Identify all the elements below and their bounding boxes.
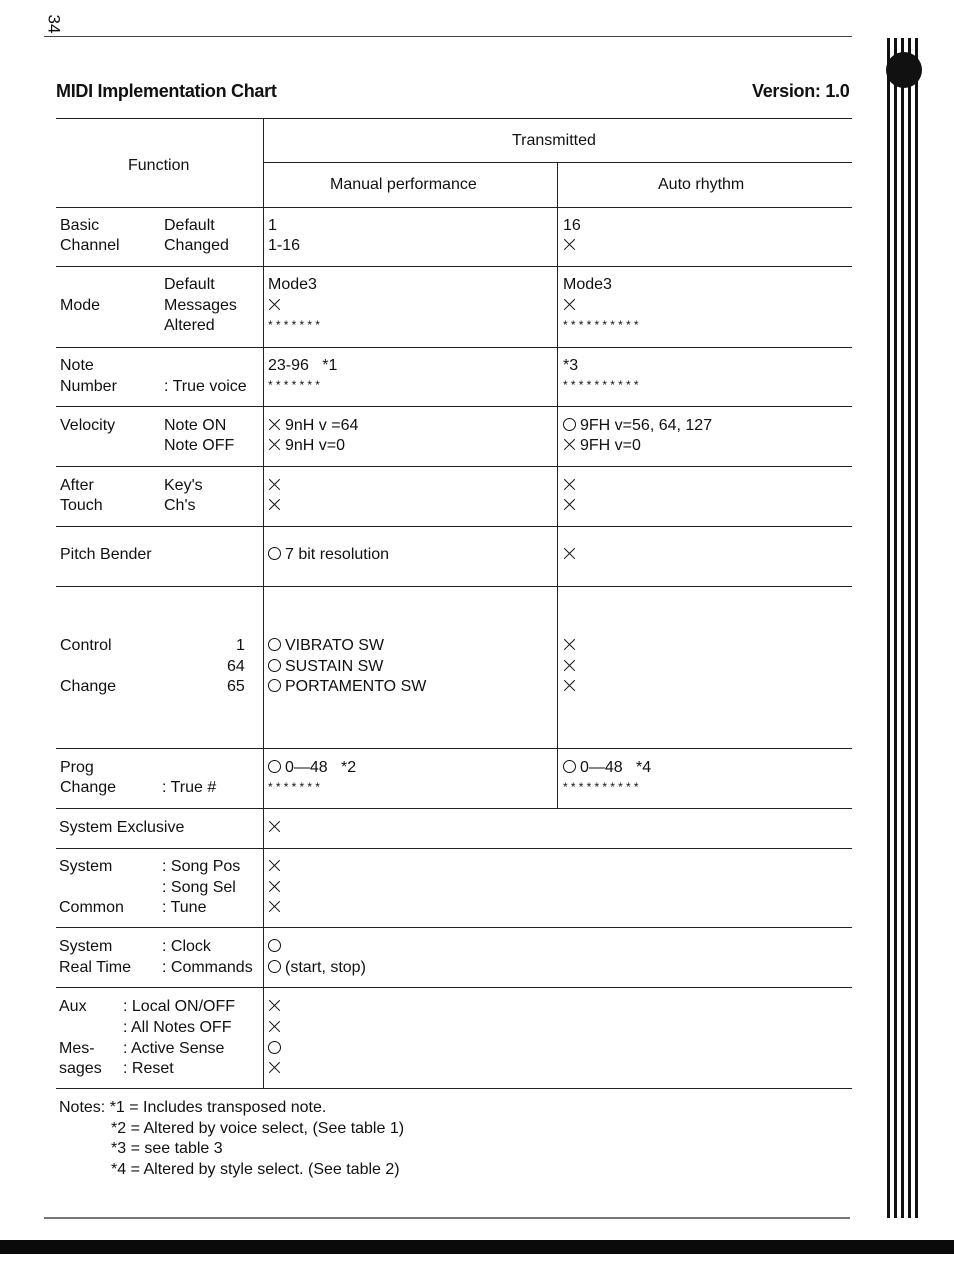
mode-sub-altered: Altered <box>164 317 215 334</box>
prog-sub-true: : True # <box>162 779 217 796</box>
control-auto-1 <box>563 636 580 657</box>
cross-icon <box>563 238 576 251</box>
header-auto-rhythm: Auto rhythm <box>658 176 745 193</box>
sysex-value <box>268 818 285 839</box>
note-manual-stars: ******* <box>268 378 324 392</box>
circle-icon <box>268 939 281 952</box>
prog-manual-stars: ******* <box>268 780 324 794</box>
aftertouch-auto-keys <box>563 476 580 497</box>
basic-sub-changed: Changed <box>164 237 229 254</box>
control-label-a: Control <box>60 637 112 654</box>
mode-auto-default: Mode3 <box>563 276 612 293</box>
circle-icon <box>268 659 281 672</box>
aux-sub-allnotes: : All Notes OFF <box>123 1019 232 1036</box>
cross-icon <box>268 999 281 1012</box>
note-3: *3 = see table 3 <box>111 1140 223 1157</box>
basic-manual-changed: 1-16 <box>268 237 301 254</box>
basic-sub-default: Default <box>164 217 215 234</box>
prog-label-a: Prog <box>60 759 94 776</box>
cross-icon <box>268 418 281 431</box>
header-transmitted: Transmitted <box>512 132 596 149</box>
basic-manual-default: 1 <box>268 217 277 234</box>
aux-sub-local: : Local ON/OFF <box>123 998 236 1015</box>
binding-edge-lines <box>887 38 919 1218</box>
circle-icon <box>563 418 576 431</box>
control-auto-64 <box>563 657 580 678</box>
cross-icon <box>268 438 281 451</box>
aux-active-value <box>268 1039 285 1060</box>
aftertouch-sub-keys: Key's <box>164 477 203 494</box>
sysrt-sub-commands: : Commands <box>162 959 253 976</box>
velocity-label: Velocity <box>60 417 116 434</box>
note-auto-stars: ********** <box>563 378 642 392</box>
velocity-auto-on: 9FH v=56, 64, 127 <box>563 416 712 437</box>
control-auto-65 <box>563 677 580 698</box>
syscommon-sub-songpos: : Song Pos <box>162 858 241 875</box>
syscommon-sub-songsel: : Song Sel <box>162 879 236 896</box>
syscommon-songpos-value <box>268 857 285 878</box>
cross-icon <box>268 820 281 833</box>
cross-icon <box>563 679 576 692</box>
control-manual-sustain: SUSTAIN SW <box>268 657 383 678</box>
circle-icon <box>268 1041 281 1054</box>
top-rule <box>44 36 852 37</box>
velocity-sub-note-on: Note ON <box>164 417 227 434</box>
cross-icon <box>268 880 281 893</box>
prog-label-b: Change <box>60 779 117 796</box>
note-2: *2 = Altered by voice select, (See table 1) <box>111 1120 405 1137</box>
aux-label-c: sages <box>59 1060 102 1077</box>
mode-sub-messages: Messages <box>164 297 237 314</box>
basic-auto-changed <box>563 236 580 257</box>
aftertouch-label-b: Touch <box>60 497 103 514</box>
chart-title: MIDI Implementation Chart <box>56 81 277 101</box>
aftertouch-manual-chs <box>268 496 285 517</box>
velocity-auto-off: 9FH v=0 <box>563 436 641 457</box>
cross-icon <box>563 547 576 560</box>
note-1: Notes: *1 = Includes transposed note. <box>59 1099 327 1116</box>
note-manual-range: 23-96 *1 <box>268 357 338 374</box>
sysrt-commands-value: (start, stop) <box>268 958 366 979</box>
page-number: 34 <box>44 14 64 34</box>
basic-auto-default: 16 <box>563 217 581 234</box>
cross-icon <box>268 900 281 913</box>
binding-dot-icon <box>886 52 922 88</box>
basic-label-b: Channel <box>60 237 120 254</box>
control-num-65: 65 <box>227 678 245 695</box>
aux-label-a: Aux <box>59 998 87 1015</box>
aftertouch-auto-chs <box>563 496 580 517</box>
control-manual-portamento: PORTAMENTO SW <box>268 677 426 698</box>
circle-icon <box>268 760 281 773</box>
mode-manual-default: Mode3 <box>268 276 317 293</box>
velocity-manual-on: 9nH v =64 <box>268 416 358 437</box>
aux-label-b: Mes- <box>59 1040 95 1057</box>
circle-icon <box>268 638 281 651</box>
aftertouch-label-a: After <box>60 477 94 494</box>
prog-manual-range: 0—48 *2 <box>268 758 356 779</box>
sysrt-label-a: System <box>59 938 113 955</box>
aux-local-value <box>268 997 285 1018</box>
basic-label-a: Basic <box>60 217 100 234</box>
syscommon-sub-tune: : Tune <box>162 899 207 916</box>
syscommon-songsel-value <box>268 878 285 899</box>
note-sub-true-voice: : True voice <box>164 378 247 395</box>
aftertouch-sub-chs: Ch's <box>164 497 196 514</box>
syscommon-tune-value <box>268 898 285 919</box>
cross-icon <box>268 1020 281 1033</box>
mode-label: Mode <box>60 297 101 314</box>
cross-icon <box>563 498 576 511</box>
circle-icon <box>268 547 281 560</box>
sysrt-label-b: Real Time <box>59 959 132 976</box>
circle-icon <box>563 760 576 773</box>
mode-manual-messages <box>268 296 285 317</box>
cross-icon <box>268 498 281 511</box>
control-num-64: 64 <box>227 658 245 675</box>
version-label: Version: 1.0 <box>752 81 850 101</box>
header-manual-performance: Manual performance <box>330 176 477 193</box>
bottom-rule <box>44 1217 850 1219</box>
aux-reset-value <box>268 1059 285 1080</box>
note-label-b: Number <box>60 378 117 395</box>
circle-icon <box>268 679 281 692</box>
pitch-bender-auto <box>563 545 580 566</box>
aux-sub-reset: : Reset <box>123 1060 174 1077</box>
syscommon-label-a: System <box>59 858 113 875</box>
control-manual-vibrato: VIBRATO SW <box>268 636 384 657</box>
prog-auto-range: 0—48 *4 <box>563 758 651 779</box>
circle-icon <box>268 960 281 973</box>
header-function: Function <box>128 157 190 174</box>
aftertouch-manual-keys <box>268 476 285 497</box>
sysrt-sub-clock: : Clock <box>162 938 211 955</box>
mode-auto-messages <box>563 296 580 317</box>
cross-icon <box>268 859 281 872</box>
note-4: *4 = Altered by style select. (See table 2) <box>111 1161 400 1178</box>
syscommon-label-b: Common <box>59 899 124 916</box>
pitch-bender-manual: 7 bit resolution <box>268 545 389 566</box>
aux-allnotes-value <box>268 1018 285 1039</box>
cross-icon <box>268 298 281 311</box>
control-num-1: 1 <box>236 637 245 654</box>
note-auto-ref: *3 <box>563 357 579 374</box>
prog-auto-stars: ********** <box>563 780 642 794</box>
sysrt-clock-value <box>268 937 285 958</box>
cross-icon <box>268 478 281 491</box>
cross-icon <box>563 659 576 672</box>
mode-sub-default: Default <box>164 276 215 293</box>
note-label-a: Note <box>60 357 94 374</box>
bottom-edge-bar <box>0 1240 954 1254</box>
cross-icon <box>563 478 576 491</box>
pitch-bender-label: Pitch Bender <box>60 546 152 563</box>
control-label-b: Change <box>60 678 117 695</box>
cross-icon <box>268 1061 281 1074</box>
mode-manual-stars: ******* <box>268 318 324 332</box>
velocity-sub-note-off: Note OFF <box>164 437 235 454</box>
velocity-manual-off: 9nH v=0 <box>268 436 345 457</box>
cross-icon <box>563 638 576 651</box>
aux-sub-active: : Active Sense <box>123 1040 225 1057</box>
cross-icon <box>563 298 576 311</box>
mode-auto-stars: ********** <box>563 318 642 332</box>
sysex-label: System Exclusive <box>59 819 185 836</box>
cross-icon <box>563 438 576 451</box>
